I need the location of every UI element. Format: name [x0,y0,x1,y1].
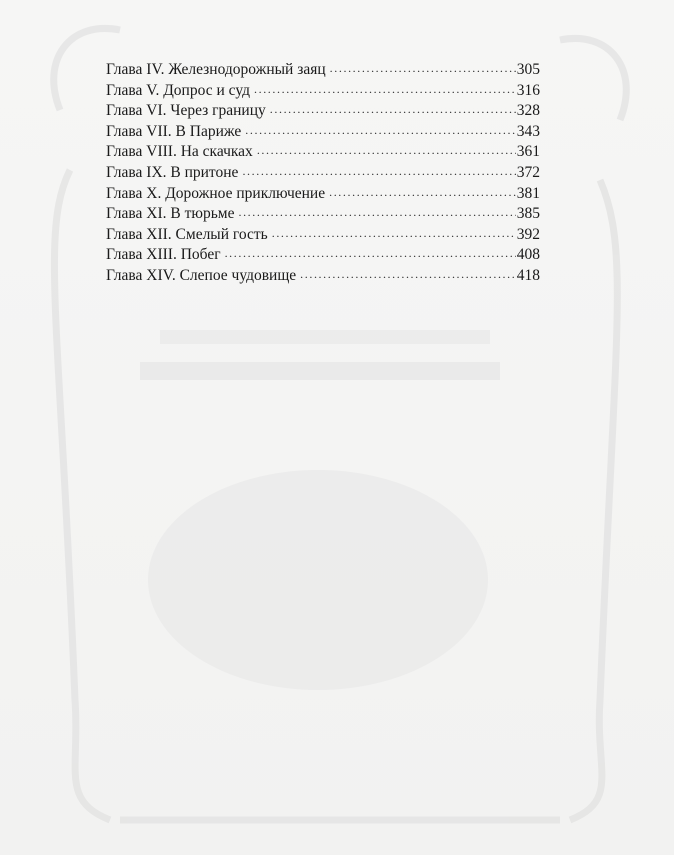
toc-dot-leader [238,204,515,218]
toc-entry-title: Глава VIII. На скачках [106,143,253,161]
toc-dot-leader [270,101,516,115]
toc-entry-page: 381 [516,184,540,202]
toc-entry-page: 305 [516,61,540,78]
toc-entry [106,163,540,184]
toc-dot-leader [329,184,516,198]
toc-entry-page: 408 [516,246,540,264]
toc-entry [106,122,540,143]
toc-entry-title: Глава V. Допрос и суд [106,81,250,99]
toc-entry-page: 316 [516,81,540,99]
toc-entry-page: 372 [516,163,540,181]
toc-entry [106,142,540,163]
toc-dot-leader [225,245,516,259]
toc-entry [106,60,540,81]
toc-entry [106,81,540,102]
toc-entry-title: Глава IX. В притоне [106,163,239,181]
toc-dot-leader [245,122,515,136]
toc-entry [106,204,540,225]
toc-entry [106,184,540,205]
toc-entry-title: Глава XI. В тюрьме [106,205,235,223]
toc-entry-title: Глава X. Дорожное приключение [106,184,326,202]
toc-entry-page: 343 [516,122,540,140]
toc-entry-page: 392 [516,225,540,243]
toc-entry-page: 418 [516,266,540,284]
toc-dot-leader [254,81,516,95]
toc-entry [106,225,540,246]
toc-entry-title: Глава XIV. Слепое чудовище [106,266,297,284]
toc-entry [106,266,540,287]
toc-entry-page: 385 [516,205,540,223]
toc-entry-title: Глава VI. Через границу [106,102,266,120]
toc-entry [106,101,540,122]
toc-dot-leader [272,225,516,239]
toc-entry-title: Глава XIII. Побег [106,246,221,264]
toc-dot-leader [257,142,516,156]
toc-entry-page: 328 [516,102,540,120]
toc-entry-title: Глава IV. Железнодорожный заяц [106,61,326,78]
toc-dot-leader [330,60,516,74]
toc-dot-leader [300,266,516,280]
toc-entry-page: 361 [516,143,540,161]
toc-dot-leader [242,163,515,177]
toc-entry-title: Глава VII. В Париже [106,122,242,140]
toc-entry [106,245,540,266]
table-of-contents [106,60,540,287]
toc-entry-title: Глава XII. Смелый гость [106,225,268,243]
